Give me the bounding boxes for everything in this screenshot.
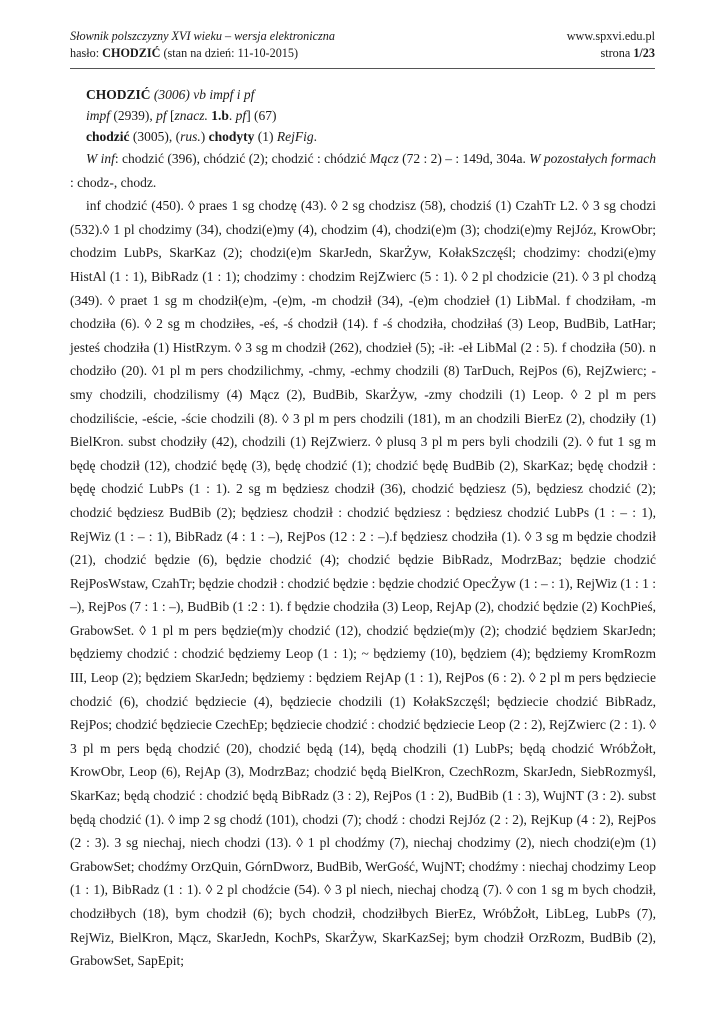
entry-headword: CHODZIĆ xyxy=(86,87,151,102)
aspect-dot: . xyxy=(228,108,236,123)
header-date: (stan na dzień: 11-10-2015) xyxy=(160,46,299,60)
variant-paren: ) xyxy=(200,129,209,144)
header-url[interactable]: www.spxvi.edu.pl xyxy=(566,29,655,43)
aspect-sense-letter: b xyxy=(221,108,229,123)
header-rule xyxy=(70,68,655,69)
aspect-pf: pf xyxy=(156,108,167,123)
variant-source: RejFig xyxy=(276,129,314,144)
variant-count: (3005), ( xyxy=(129,129,181,144)
spelling-other-forms: : chodz-, chodz. xyxy=(70,174,157,190)
aspect-znacz: znacz. xyxy=(174,108,208,123)
aspect-pf-2: pf xyxy=(235,108,247,123)
aspect-impf-count: (2939), xyxy=(110,108,157,123)
entry-grammar: vb impf i pf xyxy=(193,87,255,102)
header-line-2 xyxy=(70,45,655,62)
header-dictionary-name: Słownik polszczyzny XVI wieku – wersja elektroniczna xyxy=(70,29,335,43)
entry-headword-line xyxy=(70,84,656,105)
variant-chodzic: chodzić xyxy=(86,129,130,144)
aspect-sense-num: 1. xyxy=(207,108,222,123)
header-page-number: 1/23 xyxy=(633,46,655,60)
spelling-other-label: W pozostałych formach xyxy=(529,151,656,166)
header-page-label: strona xyxy=(600,46,634,60)
entry-spelling-paragraph xyxy=(70,147,656,194)
aspect-impf: impf xyxy=(86,108,111,123)
header-entry-info xyxy=(70,45,298,62)
header-title xyxy=(70,28,335,45)
aspect-pf-count: ] (67) xyxy=(246,108,277,123)
aspect-bracket: [ xyxy=(166,108,175,123)
entry-count: (3006) xyxy=(153,87,190,102)
entry-content xyxy=(70,84,656,973)
spelling-macz: Mącz xyxy=(369,151,399,166)
entry-variants-line xyxy=(70,126,656,147)
variant-chodyty-count: (1) xyxy=(254,129,277,144)
header-headword: CHODZIĆ xyxy=(102,46,161,60)
entry-aspect-line xyxy=(70,105,656,126)
page-header xyxy=(70,28,655,68)
spelling-inf-label: W inf xyxy=(86,151,115,166)
variant-rus: rus. xyxy=(180,129,201,144)
header-line-1 xyxy=(70,28,655,45)
entry-forms-paragraph: inf chodzić (450). ◊ praes 1 sg chodzę (43). ◊ 2 sg chodzisz (58), chodziś (1) CzahTr L2. ◊ 3 sg chodzi (532).◊ 1 pl chodzimy (34), chodzi(e)my (4), chodzim (4), chodzi(e)m (3); chodzi(e)my RejJóz, KrowObr; chodzim LubPs, SkarKaz (2); chodzi(e)m SkarJedn, SkarŻyw, KołakSzczęśl; chodzimy: chodzi(e)my HistAl (1 : 1), BibRadz (1 : 1); chodzimy : chodzim RejZwierc (5 : 1). ◊ 2 pl chodzicie (21). ◊ 3 pl chodzą (349). ◊ praet 1 sg m chodził(e)m, -(e)m, -m chodził (34), -(e)m chodzieł (1) LibMal. f chodziłam, -m chodziła (6). ◊ 2 sg m chodziłes, -eś, -ś chodził (14). f -ś chodziła, chodziłaś (3) Leop, BudBib, LatHar; jesteś chodziła (1) HistRzym. ◊ 3 sg m chodził (262), chodzieł (5); -ił: -eł LibMal (2 : 5). f chodziła (50). n chodziło (20). ◊1 pl m pers chodzilichmy, -chmy, -echmy chodzili (8) TarDuch, RejPos (6), RejZwierc; -smy chodzili, chodzilismy (4) Mącz (2), BudBib, SkarŻyw, -zmy chodzili (1) Leop. ◊ 2 pl m pers chodziliście, -eście, -ście chodzili (8). ◊ 3 pl m pers chodzili (181), m an chodzili BierEz (2), chodziły (1) BielKron. subst chodziły (42), chodzili (1) RejZwierz. ◊ plusq 3 pl m pers byli chodzili (2). ◊ fut 1 sg m będę chodził (12), chodzić będę (3), będę chodzić (1); chodzić będę BudBib (2), SkarKaz; będę chodził : będę chodzić LubPs (1 : 1). 2 sg m będziesz chodził (36), chodzić będziesz (5), będziesz chodzić (2); chodzić będziesz BudBib (2); będziesz chodził : chodzić będziesz : będziesz chodzić LubPs (1 : – : 1), RejWiz (1 : – : 1), BibRadz (4 : 1 : –), RejPos (12 : 2 : –).f będziesz chodziła (1). ◊ 3 sg m będzie chodził (21), chodzić będzie (6), będzie chodzić (4); chodzić będzie BibRadz, ModrzBaz; będzie chodzić RejPosWstaw, CzahTr; będzie chodził : chodzić będzie : będzie chodzić OpecŻyw (1 : – : 1), RejWiz (1 : 1 : –), RejPos (7 : 1 : –), BudBib (1 :2 : 1). f będzie chodziła (3) Leop, RejAp (2), chodzić będzie (2) KochPieś, GrabowSet. ◊ 1 pl m pers będzie(m)y chodzić (12), chodzić będzie(m)y (2); chodzić będziem SkarJedn; będziemy chodzić : chodzić będziemy Leop (1 : 1); ~ będziemy (10), będziem (4); będziemy KromRozm III, Leop (2); będziem SkarJedn; będziemy : będziem RejAp (1 : 1), RejPos (6 : 2). ◊ 2 pl m pers będziecie chodzić (6), chodzić będziecie (4), będziecie chodzili (1) KołakSzczęśl; będziecie chodzić BibRadz, RejPos; chodzić będziecie CzechEp; będziecie chodzić : chodzić będziecie Leop (2 : 2), RejZwierc (2 : 1). ◊ 3 pl m pers będą chodzić (20), chodzić będą (14), będą chodzili (1) LubPs; będą chodzić WróbŻołt, KrowObr, Leop (6), RejAp (3), ModrzBaz; chodzić będą BielKron, CzechRozm, SkarJedn, SiebRozmyśl, SkarKaz; będą chodzić : chodzić będą BibRadz (3 : 2), RejPos (1 : 2), BudBib (1 : 3), WujNT (3 : 2). subst będą chodzić (1). ◊ imp 2 sg chodź (101), chodzi (7); chodź : chodzi RejJóz (2 : 2), RejKup (4 : 2), RejPos (2 : 3). 3 sg niechaj, niech chodzi (13). ◊ 1 pl chodźmy (7), niechaj chodzimy (2), niech chodzi(e)m (1) GrabowSet; chodźmy OrzQuin, GórnDworz, BudBib, WerGość, WujNT; chodźmy : niechaj chodzimy Leop (1 : 1), BibRadz (1 : 1). ◊ 2 pl chodźcie (54). ◊ 3 pl niech, niechaj chodzą (7). ◊ con 1 sg m bych chodził, chodziłbych (18), bym chodził (6); bych chodził, chodziłbych BierEz, WróbŻołt, LibLeg, LubPs (7), RejWiz, BielKron, Mącz, SkarJedn, KochPs, SkarŻyw, SkarKazSej; bym chodził OrzRozm, BudBib (2), GrabowSet, SapEpit; xyxy=(70,198,656,969)
spelling-macz-counts: (72 : 2) – : 149d, 304a. xyxy=(398,151,530,166)
header-page-info xyxy=(600,45,655,62)
variant-end: . xyxy=(313,129,318,144)
variant-chodyty: chodyty xyxy=(208,129,255,144)
spelling-inf-forms: : chodzić (396), chódzić (2); chodzić : chódzić xyxy=(114,151,370,166)
header-entry-label: hasło: xyxy=(70,46,103,60)
